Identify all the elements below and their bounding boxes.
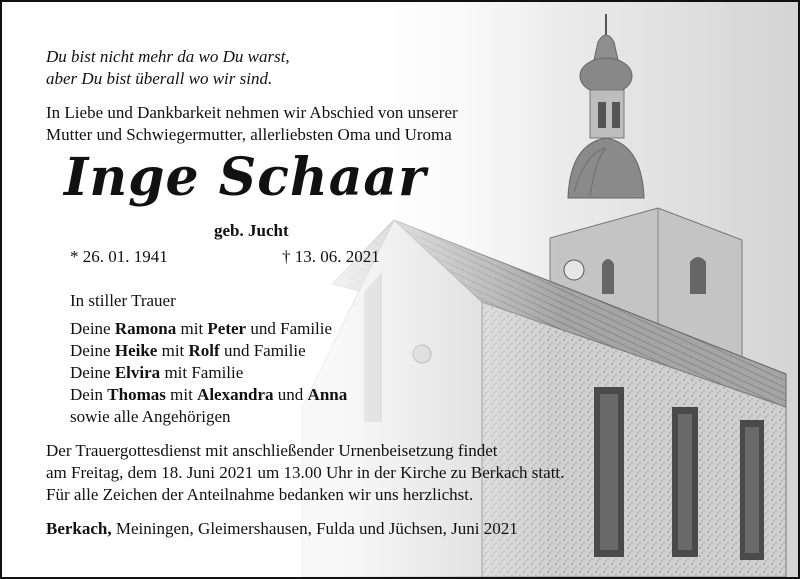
closing-place: Berkach, bbox=[46, 519, 112, 538]
mourner-name: Anna bbox=[307, 385, 348, 404]
mourner-name: Rolf bbox=[188, 341, 220, 360]
death-date: † 13. 06. 2021 bbox=[282, 247, 380, 266]
mourner-line-5: sowie alle Angehörigen bbox=[70, 407, 231, 426]
mourner-line-1 bbox=[70, 318, 332, 340]
maiden-name: geb. Jucht bbox=[214, 221, 289, 240]
mourner-name: Peter bbox=[207, 319, 247, 338]
closing-line bbox=[46, 518, 518, 540]
text: mit bbox=[157, 341, 189, 360]
text: und bbox=[273, 385, 308, 404]
text: mit bbox=[165, 385, 198, 404]
mourners-heading: In stiller Trauer bbox=[70, 291, 176, 310]
text: mit bbox=[176, 319, 208, 338]
text: Dein bbox=[70, 385, 108, 404]
closing-places: Meiningen, Gleimershausen, Fulda und Jüchsen, Juni 2021 bbox=[111, 519, 518, 538]
mourner-name: Heike bbox=[114, 341, 158, 360]
mourner-line-3 bbox=[70, 362, 243, 384]
text: Deine bbox=[70, 341, 115, 360]
verse-line-2: aber Du bist überall wo wir sind. bbox=[46, 69, 273, 88]
mourner-line-4 bbox=[70, 384, 347, 406]
text: mit Familie bbox=[160, 363, 244, 382]
service-line-2: am Freitag, dem 18. Juni 2021 um 13.00 Uhr in der Kirche zu Berkach statt. bbox=[46, 463, 565, 482]
text: Deine bbox=[70, 363, 115, 382]
mourner-name: Ramona bbox=[114, 319, 177, 338]
service-line-1: Der Trauergottesdienst mit anschließender Urnenbeisetzung findet bbox=[46, 441, 498, 460]
intro-line-1: In Liebe und Dankbarkeit nehmen wir Abschied von unserer bbox=[46, 103, 458, 122]
intro-line-2: Mutter und Schwiegermutter, allerliebsten Oma und Uroma bbox=[46, 125, 452, 144]
text: Deine bbox=[70, 319, 115, 338]
deceased-name: Inge Schaar bbox=[64, 147, 427, 208]
text: und Familie bbox=[246, 319, 333, 338]
birth-date: * 26. 01. 1941 bbox=[70, 247, 168, 266]
mourner-name: Elvira bbox=[114, 363, 161, 382]
mourner-line-2 bbox=[70, 340, 306, 362]
verse-line-1: Du bist nicht mehr da wo Du warst, bbox=[46, 47, 290, 66]
text: und Familie bbox=[219, 341, 306, 360]
mourner-name: Thomas bbox=[107, 385, 166, 404]
service-line-3: Für alle Zeichen der Anteilnahme bedanken wir uns herzlichst. bbox=[46, 485, 474, 504]
mourner-name: Alexandra bbox=[197, 385, 274, 404]
